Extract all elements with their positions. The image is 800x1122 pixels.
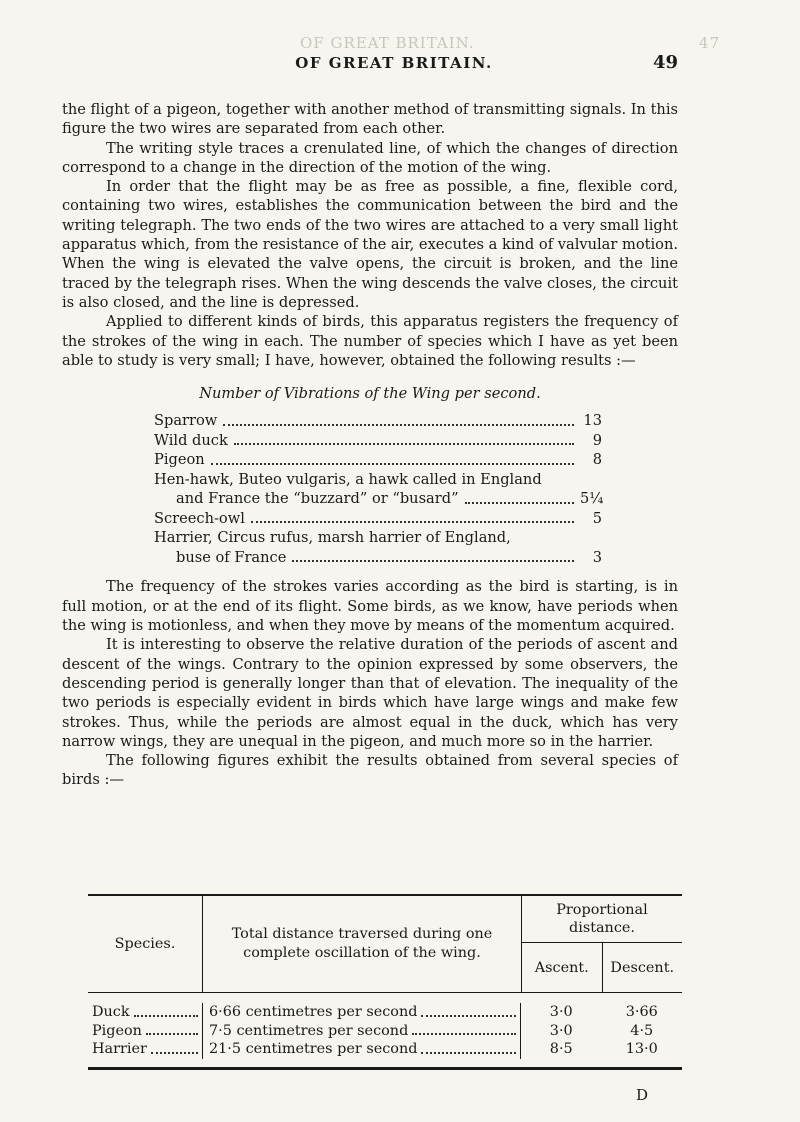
vibration-value: 5 (592, 509, 602, 527)
leader-dots (223, 424, 574, 426)
list-item (154, 528, 602, 548)
paragraph: Applied to different kinds of birds, this apparatus registers the frequency of the strokes of the wing in each. The number of species which I have as yet been able to study is very small; I have, however, obtained the following results :— (62, 313, 678, 369)
leader-dots (251, 521, 574, 523)
list-item (154, 411, 602, 431)
table-row (88, 1040, 682, 1059)
species-name: Hen-hawk, Buteo vulgaris, a hawk called in England (154, 470, 542, 488)
cell-descent: 3·66 (625, 1004, 658, 1020)
header-descent: Descent. (602, 943, 683, 992)
list-item (154, 489, 602, 509)
cell-ascent: 3·0 (549, 1022, 573, 1039)
cell-descent: 13·0 (625, 1041, 658, 1057)
vibrations-title: Number of Vibrations of the Wing per second. (199, 385, 541, 403)
species-name: and France the “buzzard” or “busard” (176, 490, 459, 508)
page-number: 49 (652, 52, 678, 73)
vibration-value: 5¼ (580, 490, 604, 508)
header-proportional-label: Proportional distance. (556, 902, 648, 936)
cell-species: Pigeon (92, 1022, 142, 1039)
table-row (88, 1022, 682, 1041)
leader-dots (421, 1040, 516, 1054)
bleed-through-text (300, 34, 720, 52)
leader-dots (412, 1022, 516, 1036)
species-name: Screech-owl (154, 509, 245, 527)
paragraph: It is interesting to observe the relative duration of the periods of ascent and descent of the wings. Contrary to the opinion expressed by some observers, the descending period is generally longer than that of elevation. The inequality of the two periods is especially evident in birds which have large wings and make few strokes. Thus, while the periods are almost equal in the duck, which has very narrow wings, they are unequal in the pigeon, and much more so in the harrier. (62, 636, 678, 750)
header-proportional-group (521, 896, 682, 992)
list-item (154, 548, 602, 568)
header-subcolumns (522, 943, 682, 992)
vibration-value: 13 (583, 412, 602, 430)
vibration-value: 8 (592, 451, 602, 469)
leader-dots (234, 443, 574, 445)
table-body (88, 993, 682, 1067)
species-name: Wild duck (154, 431, 228, 449)
header-distance-label: Total distance traversed during one complete oscillation of the wing. (231, 926, 493, 961)
table-row (88, 1003, 682, 1022)
header-proportional (522, 896, 682, 943)
leader-dots (151, 1040, 198, 1054)
leader-dots (211, 463, 574, 465)
leader-dots (292, 560, 574, 562)
cell-ascent: 3·0 (549, 1004, 573, 1020)
running-header (110, 54, 678, 76)
vibration-value: 9 (592, 431, 602, 449)
cell-species: Duck (92, 1004, 130, 1020)
leader-dots (134, 1003, 198, 1017)
paragraph: The writing style traces a crenulated line, of which the changes of direction correspond to a change in the direction of the motion of the wing. (62, 139, 678, 176)
species-name: Pigeon (154, 451, 205, 469)
table-header (88, 896, 682, 993)
paragraph: The following figures exhibit the results obtained from several species of birds :— (62, 752, 678, 789)
vibration-value: 3 (592, 548, 602, 566)
ghost-page-number: 47 (698, 34, 720, 52)
species-name: Sparrow (154, 412, 218, 430)
species-name: buse of France (176, 548, 287, 566)
header-ascent: Ascent. (534, 959, 589, 976)
oscillation-table (88, 894, 682, 1070)
list-item (154, 470, 602, 490)
cell-species: Harrier (92, 1041, 147, 1057)
paragraph: In order that the flight may be as free as possible, a fine, flexible cord, containing two wires, establishes the communication between the bird and the writing telegraph. The two ends of the two wires are attached to a very small light apparatus which, from the resistance of the air, executes a kind of valvular motion. When the wing is elevated the valve opens, the circuit is broken, and the line traced by the telegraph rises. When the wing descends the valve closes, the circuit is also closed, and the line is depressed. (62, 178, 678, 311)
cell-distance: 21·5 centimetres per second (209, 1041, 418, 1057)
cell-distance: 6·66 centimetres per second (209, 1004, 418, 1020)
leader-dots (146, 1022, 198, 1036)
cell-distance: 7·5 centimetres per second (209, 1022, 409, 1039)
leader-dots (421, 1003, 516, 1017)
cell-descent: 4·5 (630, 1022, 654, 1039)
list-item (154, 450, 602, 470)
vibrations-list (154, 411, 602, 567)
list-item (154, 431, 602, 451)
header-distance (202, 896, 521, 992)
paragraph: the flight of a pigeon, together with another method of transmitting signals. In this figure the two wires are separated from each other. (62, 101, 678, 138)
running-title: OF GREAT BRITAIN. (295, 54, 493, 72)
paragraph: The frequency of the strokes varies according as the bird is starting, is in full motion, or at the end of its flight. Some birds, as we know, have periods when the wing is motionless, and when they move by means of the momentum acquired. (62, 578, 678, 635)
ghost-running-title: OF GREAT BRITAIN. (300, 34, 475, 52)
leader-dots (465, 502, 574, 504)
signature-mark: D (636, 1086, 649, 1104)
species-name: Harrier, Circus rufus, marsh harrier of England, (154, 529, 511, 547)
cell-ascent: 8·5 (549, 1041, 573, 1057)
page-body (62, 100, 678, 790)
list-item (154, 509, 602, 529)
header-species: Species. (114, 935, 176, 952)
